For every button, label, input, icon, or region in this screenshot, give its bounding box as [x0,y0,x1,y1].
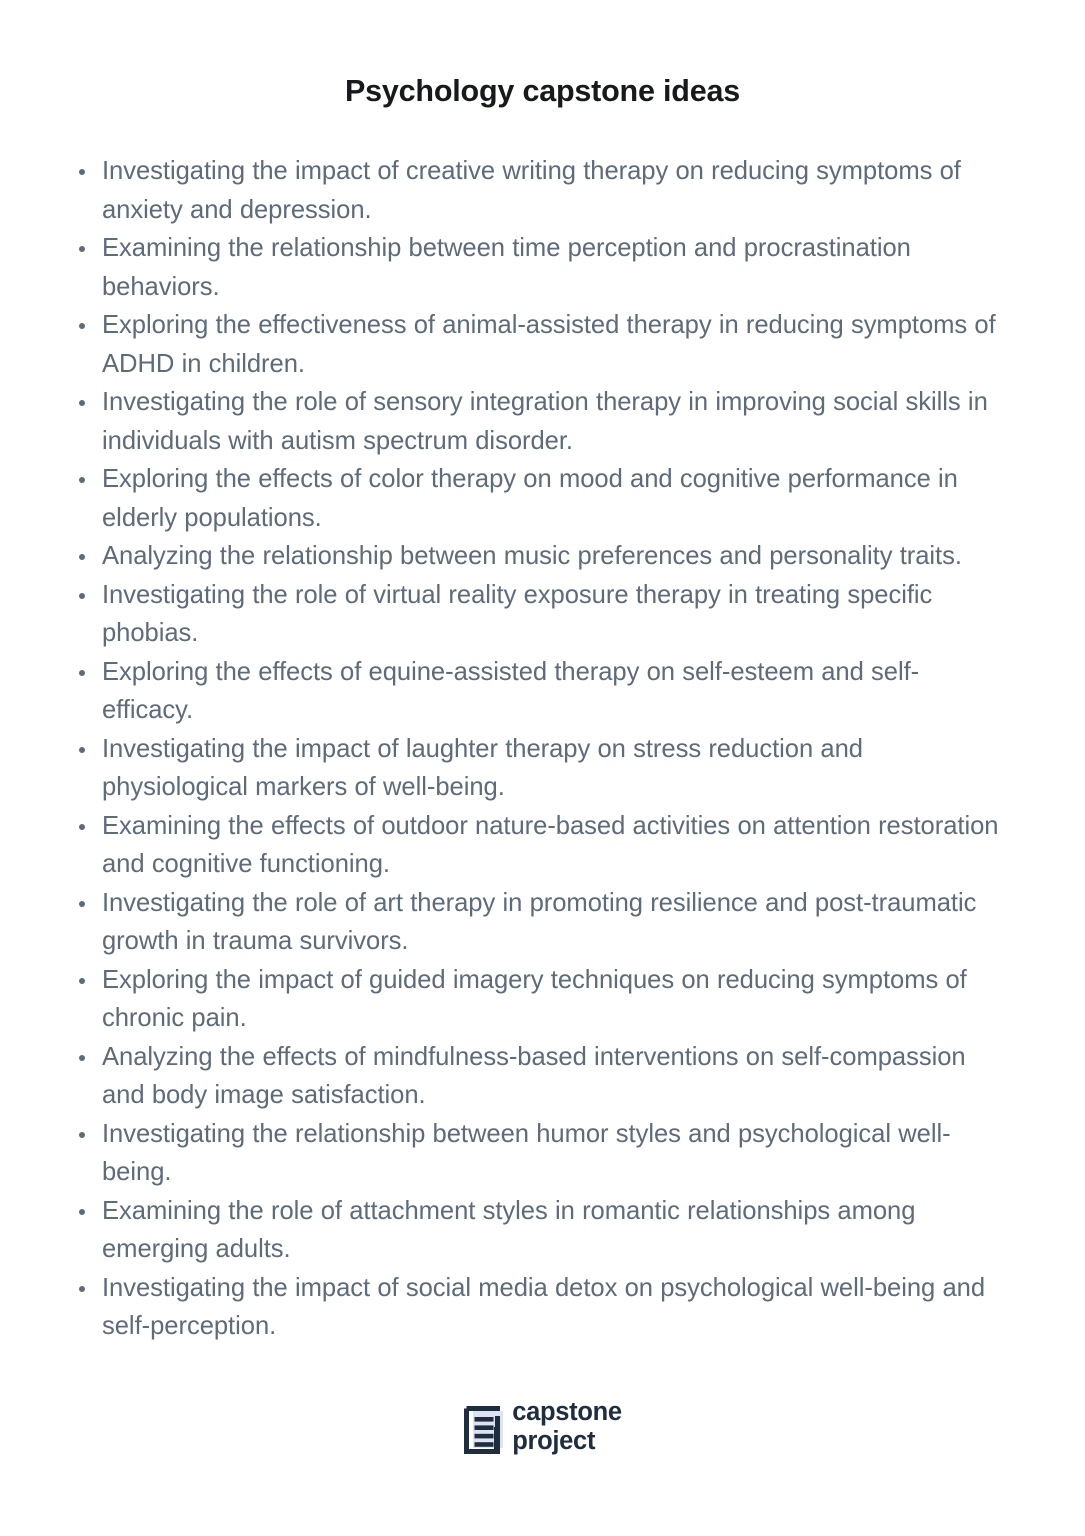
bullet-dot-icon [79,1209,85,1215]
bullet-dot-icon [79,1055,85,1061]
bullet-dot-icon [79,978,85,984]
bullet-dot-icon [79,323,85,329]
list-item [75,152,1010,229]
list-item-text: Exploring the effects of color therapy on mood and cognitive performance in elderly populations. [102,465,958,532]
list-item-text: Investigating the role of sensory integration therapy in improving social skills in individuals with autism spectrum disorder. [102,388,988,455]
bullet-dot-icon [79,670,85,676]
bullet-dot-icon [79,554,85,560]
logo-line-capstone: capstone [512,1398,622,1426]
list-item-text: Exploring the impact of guided imagery techniques on reducing symptoms of chronic pain. [102,965,967,1032]
document-lines-icon [463,1404,510,1456]
list-item-text: Examining the effects of outdoor nature-based activities on attention restoration and cognitive functioning. [102,811,999,878]
list-item [75,460,1010,537]
list-item-text: Investigating the role of art therapy in promoting resilience and post-traumatic growth in trauma survivors. [102,888,977,955]
list-item [75,1192,1010,1269]
page-title: Psychology capstone ideas [344,74,741,108]
list-item [75,1115,1010,1192]
list-item-text: Investigating the relationship between humor styles and psychological well-being. [102,1119,951,1186]
bullet-dot-icon [79,1132,85,1138]
list-item [75,576,1010,653]
bullet-dot-icon [79,1286,85,1292]
list-item [75,383,1010,460]
bullet-dot-icon [79,400,85,406]
list-item [75,306,1010,383]
logo-lockup [463,1398,622,1456]
list-item [75,653,1010,730]
bullet-dot-icon [79,824,85,830]
logo-wordmark [512,1398,622,1455]
bullet-dot-icon [79,593,85,599]
list-item-text: Investigating the impact of social media detox on psychological well-being and self-perception. [102,1273,986,1340]
list-item [75,537,1010,576]
list-item-text: Examining the relationship between time perception and procrastination behaviors. [102,234,911,301]
list-item-text: Investigating the impact of creative writing therapy on reducing symptoms of anxiety and depression. [102,157,961,224]
bullet-dot-icon [79,169,85,175]
list-item-text: Investigating the role of virtual reality exposure therapy in treating specific phobias. [102,580,933,647]
list-item-text: Exploring the effects of equine-assisted therapy on self-esteem and self-efficacy. [102,657,920,724]
list-item [75,1269,1010,1346]
list-item-text: Examining the role of attachment styles in romantic relationships among emerging adults. [102,1196,916,1263]
list-item-text: Exploring the effectiveness of animal-assisted therapy in reducing symptoms of ADHD in children. [102,311,996,378]
list-item [75,1038,1010,1115]
list-item-text: Analyzing the effects of mindfulness-based interventions on self-compassion and body image satisfaction. [102,1042,966,1109]
bullet-dot-icon [79,747,85,753]
idea-list [75,152,1010,1346]
list-item-text: Investigating the impact of laughter therapy on stress reduction and physiological markers of well-being. [102,734,863,801]
footer-logo [0,1398,1085,1456]
list-item [75,229,1010,306]
list-item [75,961,1010,1038]
bullet-dot-icon [79,901,85,907]
list-item [75,730,1010,807]
list-item [75,884,1010,961]
bullet-dot-icon [79,477,85,483]
list-item-text: Analyzing the relationship between music preferences and personality traits. [102,542,962,570]
logo-line-project: project [512,1426,596,1455]
list-item [75,807,1010,884]
bullet-dot-icon [79,246,85,252]
